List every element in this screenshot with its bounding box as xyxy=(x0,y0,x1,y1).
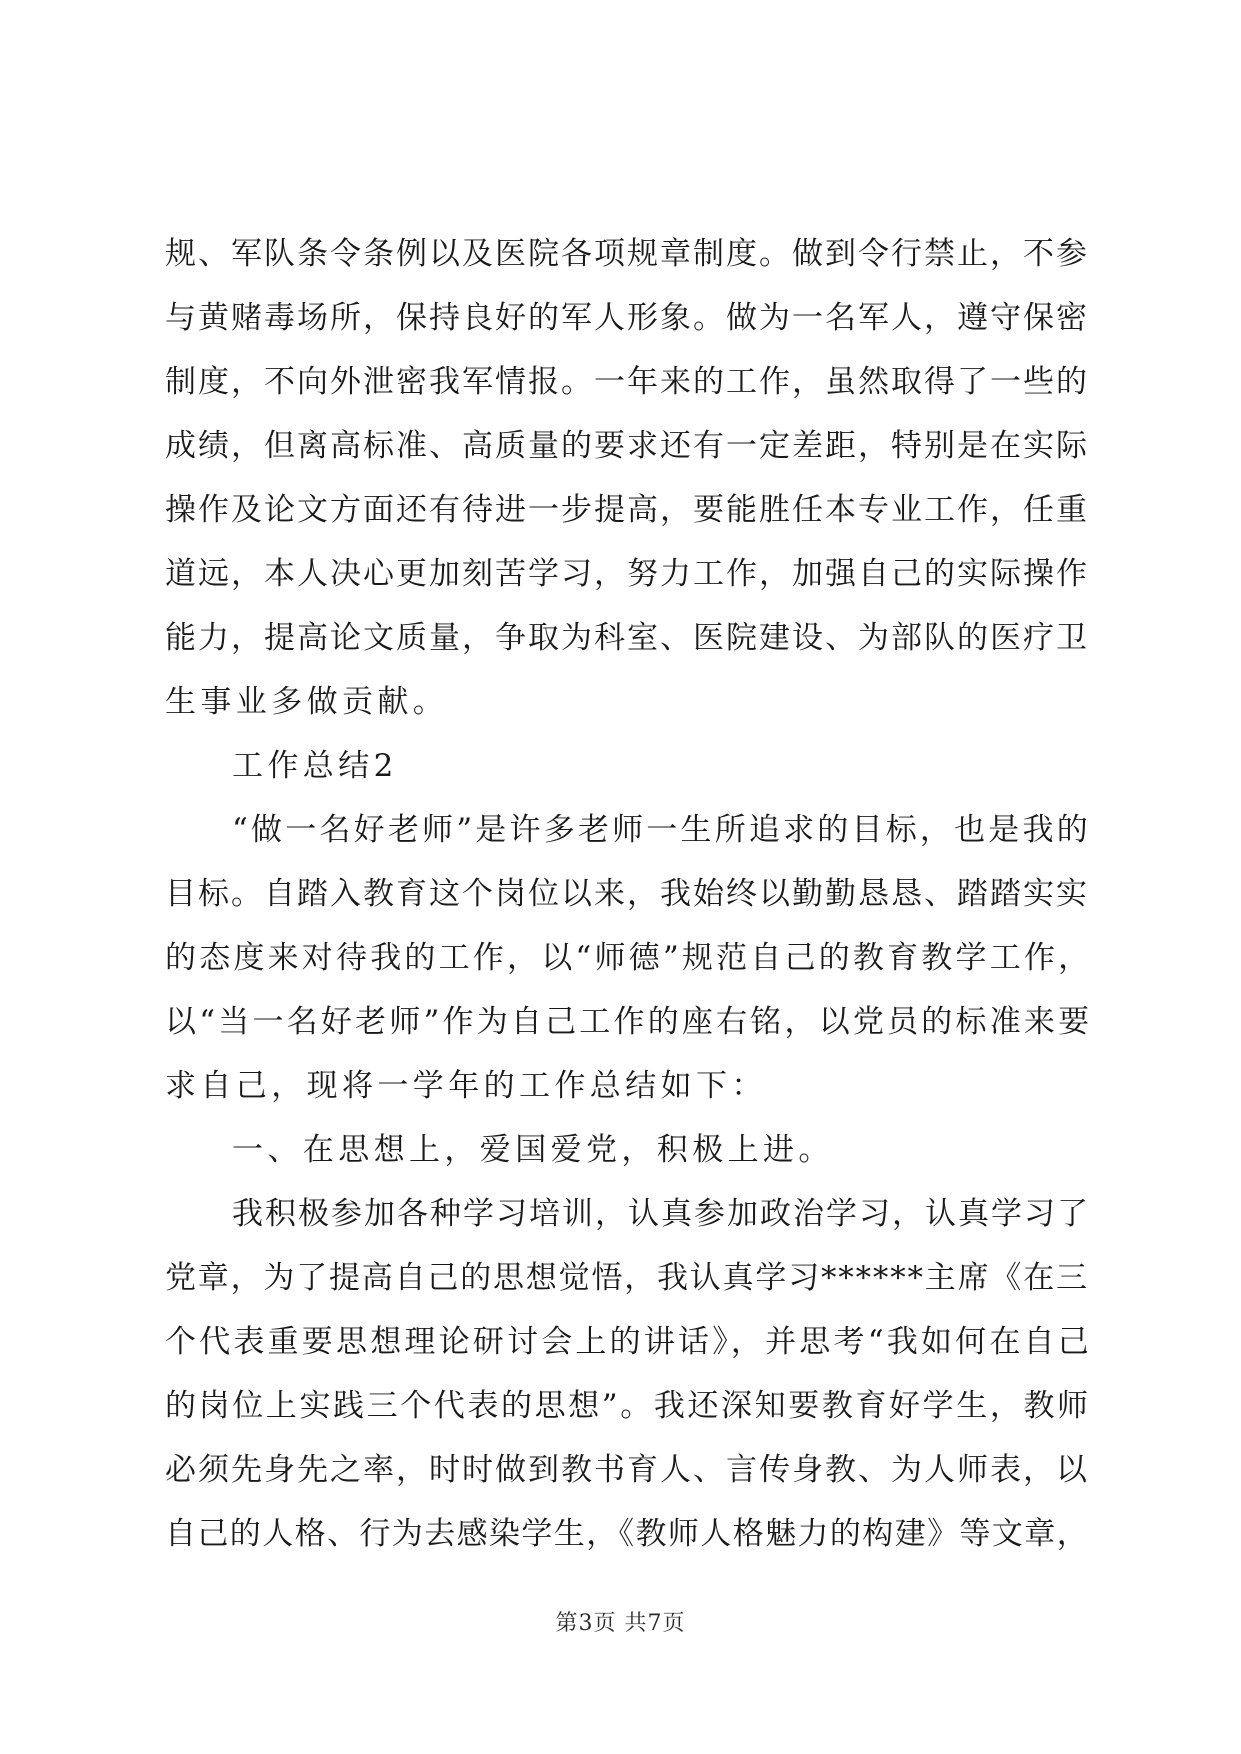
text-line: “做一名好老师”是许多老师一生所追求的目标，也是我的 xyxy=(232,812,1091,848)
text-line: 与黄赌毒场所，保持良好的军人形象。做为一名军人，遵守保密 xyxy=(165,300,1089,336)
text-line: 能力，提高论文质量，争取为科室、医院建设、为部队的医疗卫 xyxy=(165,620,1089,656)
text-line: 成绩，但离高标准、高质量的要求还有一定差距，特别是在实际 xyxy=(165,428,1089,464)
text-line: 的态度来对待我的工作，以“师德”规范自己的教育教学工作， xyxy=(165,940,1093,976)
text-line: 自己的人格、行为去感染学生，《教师人格魅力的构建》等文章， xyxy=(165,1516,1090,1552)
text-line: 生事业多做贡献。 xyxy=(165,684,449,720)
section-heading: 工作总结2 xyxy=(232,748,398,784)
text-line: 目标。自踏入教育这个岗位以来，我始终以勤勤恳恳、踏踏实实 xyxy=(165,876,1089,912)
page-number-footer: 第3页 共7页 xyxy=(555,1611,686,1636)
subsection-heading: 一、在思想上，爱国爱党，积极上进。 xyxy=(232,1132,834,1168)
text-line: 操作及论文方面还有待进一步提高，要能胜任本专业工作，任重 xyxy=(165,492,1089,528)
text-line: 求自己，现将一学年的工作总结如下： xyxy=(165,1068,767,1104)
text-line: 以“当一名好老师”作为自己工作的座右铭，以党员的标准来要 xyxy=(165,1004,1093,1040)
text-line: 道远，本人决心更加刻苦学习，努力工作，加强自己的实际操作 xyxy=(165,556,1089,592)
text-line: 规、军队条令条例以及医院各项规章制度。做到令行禁止，不参 xyxy=(165,236,1089,272)
document-body xyxy=(165,222,1093,1566)
text-line: 制度，不向外泄密我军情报。一年来的工作，虽然取得了一些的 xyxy=(165,364,1089,400)
text-line: 的岗位上实践三个代表的思想”。我还深知要教育好学生，教师 xyxy=(165,1388,1091,1424)
text-line: 必须先身先之率，时时做到教书育人、言传身教、为人师表，以 xyxy=(165,1452,1089,1488)
text-line: 个代表重要思想理论研讨会上的讲话》，并思考“我如何在自己 xyxy=(165,1324,1092,1360)
text-line: 我积极参加各种学习培训，认真参加政治学习，认真学习了 xyxy=(232,1196,1090,1232)
text-line: 党章，为了提高自己的思想觉悟，我认真学习******主席《在三 xyxy=(165,1260,1089,1296)
